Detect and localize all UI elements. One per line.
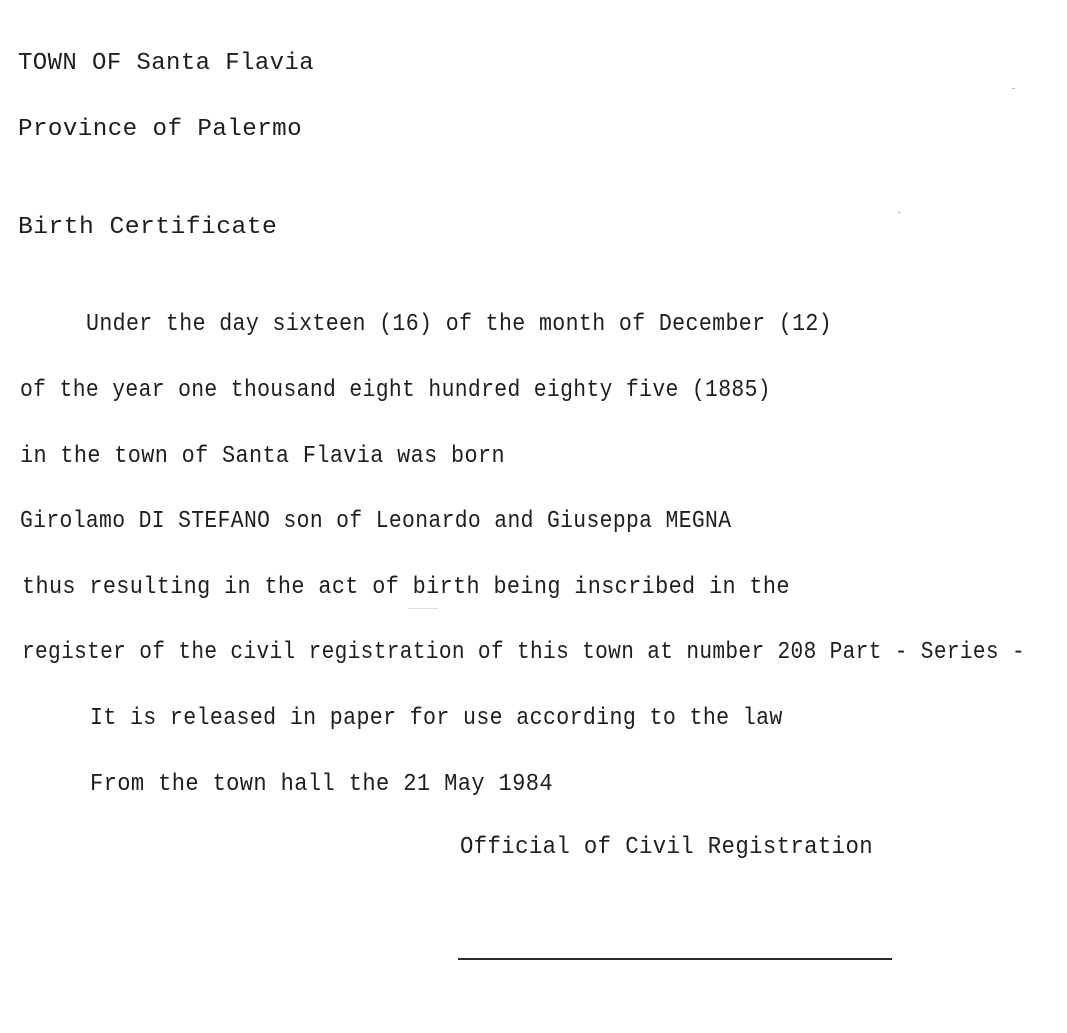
province-heading: Province of Palermo bbox=[18, 116, 303, 143]
scan-speck bbox=[1012, 88, 1015, 89]
signatory-title: Official of Civil Registration bbox=[460, 834, 873, 861]
signature-line bbox=[458, 958, 892, 960]
closing-line-2: From the town hall the 21 May 1984 bbox=[90, 771, 554, 798]
body-line-6: register of the civil registration of this town at number 208 Part - Series - bbox=[22, 639, 1026, 666]
body-line-1: Under the day sixteen (16) of the month of December (12) bbox=[86, 311, 833, 338]
body-line-5: thus resulting in the act of birth being inscribed in the bbox=[22, 574, 790, 601]
scan-speck bbox=[408, 608, 438, 609]
body-line-3: in the town of Santa Flavia was born bbox=[20, 443, 505, 470]
closing-line-1: It is released in paper for use according to the law bbox=[90, 705, 783, 732]
document-title: Birth Certificate bbox=[18, 214, 278, 241]
town-heading: TOWN OF Santa Flavia bbox=[18, 50, 315, 77]
scan-speck bbox=[898, 212, 901, 213]
body-line-2: of the year one thousand eight hundred eighty five (1885) bbox=[20, 377, 771, 404]
body-line-4: Girolamo DI STEFANO son of Leonardo and Giuseppa MEGNA bbox=[20, 508, 732, 535]
